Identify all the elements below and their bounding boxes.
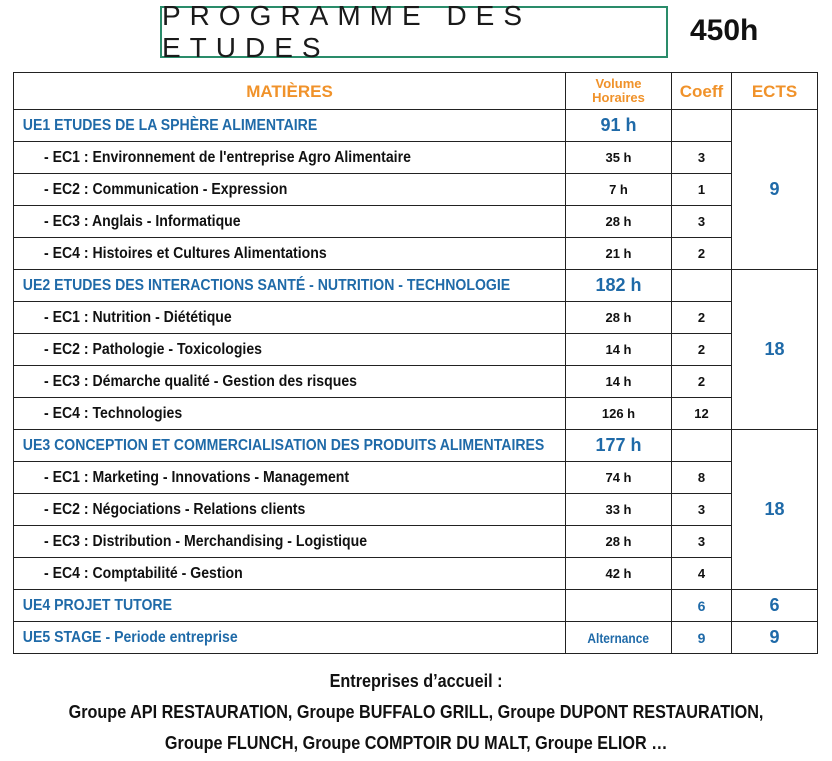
table-row bbox=[14, 206, 818, 238]
ue3-volume: 177 h bbox=[566, 430, 672, 462]
ec-label: - EC1 : Marketing - Innovations - Management bbox=[44, 468, 350, 486]
program-table bbox=[13, 72, 818, 654]
footer-line1-text: Groupe API RESTAURATION, Groupe BUFFALO GRILL, Groupe DUPONT RESTAURATION, bbox=[68, 702, 764, 722]
table-row bbox=[14, 494, 818, 526]
table-row bbox=[14, 462, 818, 494]
ue4-row bbox=[14, 590, 818, 622]
footer-heading bbox=[0, 671, 832, 692]
ec-coeff: 3 bbox=[672, 142, 732, 174]
table-row bbox=[14, 302, 818, 334]
ec-label: - EC2 : Communication - Expression bbox=[44, 180, 288, 198]
ue1-volume: 91 h bbox=[566, 110, 672, 142]
header-coeff: Coeff bbox=[672, 73, 732, 110]
total-hours: 450h bbox=[690, 14, 759, 47]
ec-volume: 74 h bbox=[566, 462, 672, 494]
header-volume bbox=[566, 73, 672, 110]
ue2-coeff-empty bbox=[672, 270, 732, 302]
ue5-coeff: 9 bbox=[672, 622, 732, 654]
ec-volume: 28 h bbox=[566, 526, 672, 558]
ec-coeff: 2 bbox=[672, 366, 732, 398]
ec-label: - EC2 : Négociations - Relations clients bbox=[44, 500, 306, 518]
ue3-coeff-empty bbox=[672, 430, 732, 462]
footer-heading-text: Entreprises d’accueil : bbox=[329, 671, 503, 691]
ue4-volume bbox=[566, 590, 672, 622]
ec-volume: 126 h bbox=[566, 398, 672, 430]
ue2-volume: 182 h bbox=[566, 270, 672, 302]
ec-label: - EC1 : Environnement de l'entreprise Agro Alimentaire bbox=[44, 148, 411, 166]
footer-line2 bbox=[0, 733, 832, 754]
ec-coeff: 1 bbox=[672, 174, 732, 206]
table-row bbox=[14, 334, 818, 366]
title-box bbox=[160, 0, 668, 63]
table-row bbox=[14, 526, 818, 558]
ue4-label: UE4 PROJET TUTORE bbox=[22, 596, 172, 614]
footer-line1 bbox=[0, 702, 832, 723]
ue2-label: UE2 ETUDES DES INTERACTIONS SANTÉ - NUTRITION - TECHNOLOGIE bbox=[22, 276, 511, 294]
ue5-ects: 9 bbox=[732, 622, 818, 654]
ec-coeff: 4 bbox=[672, 558, 732, 590]
ec-volume: 42 h bbox=[566, 558, 672, 590]
table-row bbox=[14, 238, 818, 270]
table-row bbox=[14, 174, 818, 206]
ue1-coeff-empty bbox=[672, 110, 732, 142]
ec-volume: 14 h bbox=[566, 366, 672, 398]
table-header-row bbox=[14, 73, 818, 110]
ec-coeff: 2 bbox=[672, 302, 732, 334]
ec-volume: 14 h bbox=[566, 334, 672, 366]
header-volume-line1: Volume bbox=[595, 76, 642, 91]
ec-volume: 7 h bbox=[566, 174, 672, 206]
ec-coeff: 8 bbox=[672, 462, 732, 494]
header-ects: ECTS bbox=[732, 73, 818, 110]
ue2-row bbox=[14, 270, 818, 302]
ue1-label: UE1 ETUDES DE LA SPHÈRE ALIMENTAIRE bbox=[22, 116, 318, 134]
table-row bbox=[14, 558, 818, 590]
ue5-volume: Alternance bbox=[587, 629, 650, 646]
ec-label: - EC4 : Histoires et Cultures Alimentations bbox=[44, 244, 327, 262]
ec-label: - EC3 : Distribution - Merchandising - Logistique bbox=[44, 532, 368, 550]
ec-label: - EC1 : Nutrition - Diététique bbox=[44, 308, 232, 326]
ec-coeff: 3 bbox=[672, 206, 732, 238]
header-volume-line2: Horaires bbox=[592, 90, 645, 105]
ec-volume: 21 h bbox=[566, 238, 672, 270]
page-title: PROGRAMME DES ETUDES bbox=[162, 0, 532, 63]
ue2-ects: 18 bbox=[732, 270, 818, 430]
ec-label: - EC2 : Pathologie - Toxicologies bbox=[44, 340, 263, 358]
ec-coeff: 12 bbox=[672, 398, 732, 430]
ec-coeff: 3 bbox=[672, 494, 732, 526]
footer-line2-text: Groupe FLUNCH, Groupe COMPTOIR DU MALT, Groupe ELIOR … bbox=[164, 733, 668, 753]
ec-coeff: 3 bbox=[672, 526, 732, 558]
ue4-ects: 6 bbox=[732, 590, 818, 622]
ue3-ects: 18 bbox=[732, 430, 818, 590]
ue4-coeff: 6 bbox=[672, 590, 732, 622]
ue1-ects: 9 bbox=[732, 110, 818, 270]
ec-label: - EC3 : Anglais - Informatique bbox=[44, 212, 241, 230]
ue3-label: UE3 CONCEPTION ET COMMERCIALISATION DES PRODUITS ALIMENTAIRES bbox=[22, 436, 545, 454]
ec-volume: 33 h bbox=[566, 494, 672, 526]
table-row bbox=[14, 366, 818, 398]
ec-coeff: 2 bbox=[672, 334, 732, 366]
table-row bbox=[14, 398, 818, 430]
ue5-row bbox=[14, 622, 818, 654]
ec-coeff: 2 bbox=[672, 238, 732, 270]
ue3-row bbox=[14, 430, 818, 462]
ec-volume: 28 h bbox=[566, 302, 672, 334]
ec-label: - EC3 : Démarche qualité - Gestion des risques bbox=[44, 372, 357, 390]
header-matieres: MATIÈRES bbox=[14, 73, 566, 110]
ue5-label: UE5 STAGE - Periode entreprise bbox=[22, 628, 238, 646]
ue1-row bbox=[14, 110, 818, 142]
ec-volume: 28 h bbox=[566, 206, 672, 238]
ec-label: - EC4 : Comptabilité - Gestion bbox=[44, 564, 243, 582]
ec-volume: 35 h bbox=[566, 142, 672, 174]
table-row bbox=[14, 142, 818, 174]
ec-label: - EC4 : Technologies bbox=[44, 404, 183, 422]
